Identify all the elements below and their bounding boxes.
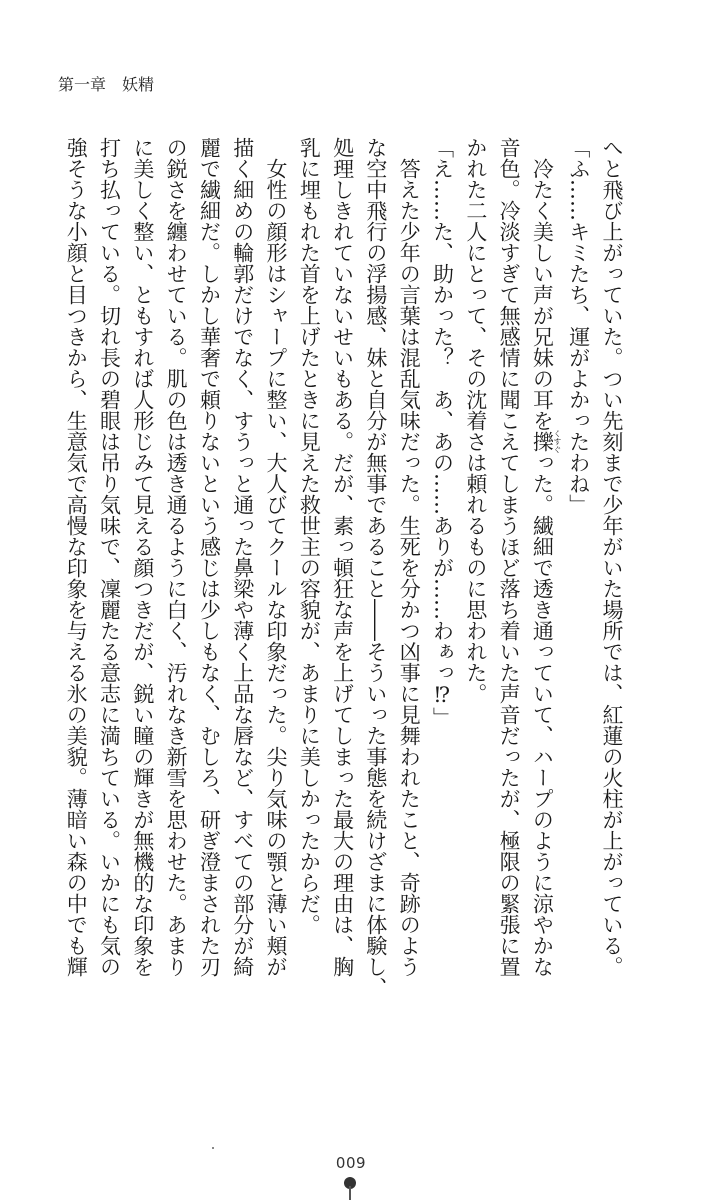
text-line-16: 打ち払っている。切れ長の碧眼は吊り気味で、凜麗たる意志に満ちている。いかにも気の bbox=[97, 137, 122, 977]
ruby-annotation bbox=[530, 429, 562, 454]
body-text bbox=[58, 137, 628, 998]
text-line-3 bbox=[525, 137, 561, 983]
text-line-15: に美しく整い、ともすれば人形じみて見える顔つきだが、鋭い瞳の輝きが無機的な印象を bbox=[130, 137, 155, 977]
scan-speck bbox=[212, 1147, 214, 1149]
chapter-header: 第一章 妖精 bbox=[58, 75, 155, 94]
text-line-3-pre: 冷たく美しい声が兄妹の耳を bbox=[530, 158, 555, 431]
text-line-1: へと飛び上がっていた。つい先刻まで少年がいた場所では、紅蓮の火柱が上がっている。 bbox=[600, 137, 624, 977]
text-line-5: かれた二人にとって、その沈着さは頼れるものに思われた。 bbox=[463, 137, 488, 704]
text-line-13: 麗で繊細だ。しかし華奢で頼りないという感じは少しもなく、むしろ、研ぎ澄まされた刃 bbox=[197, 137, 222, 977]
text-line-8: な空中飛行の浮揚感、妹と自分が無事であること――そういった事態を続けざまに体験し、 bbox=[363, 137, 388, 998]
text-line-10: 乳に埋もれた首を上げたときに見えた救世主の容貌が、あまりに美しかったからだ。 bbox=[297, 137, 322, 935]
text-line-3-post: った。繊細で透き通っていて、ハープのように涼やかな bbox=[530, 452, 555, 977]
text-line-9: 処理しきれていないせいもある。だが、素っ頓狂な声を上げてしまった最大の理由は、胸 bbox=[330, 137, 355, 977]
ruby-reading: くすぐ bbox=[552, 429, 562, 454]
text-line-4: 音色。冷淡すぎて無感情に聞こえてしまうほど落ち着いた声音だったが、極限の緊張に置 bbox=[497, 137, 522, 977]
text-line-17: 強そうな小顔と目つきから、生意気で高慢な印象を与える氷の美貌。薄暗い森の中でも輝 bbox=[64, 137, 89, 977]
text-line-14: の鋭さを纏わせている。肌の色は透き通るように白く、汚れなき新雪を思わせた。あまり bbox=[164, 137, 189, 977]
text-line-11: 女性の顔形はシャープに整い、大人びてクールな印象だった。尖り気味の顎と薄い頬が bbox=[264, 158, 289, 977]
page-marker-stem bbox=[349, 1186, 351, 1200]
ruby-base: 擽 bbox=[530, 429, 555, 454]
text-line-7: 答えた少年の言葉は混乱気味だった。生死を分かつ凶事に見舞われたこと、奇跡のよう bbox=[397, 158, 422, 977]
text-line-6: 「え……た、助かった？ あ、あの……ありが……わぁっ⁉」 bbox=[430, 137, 455, 728]
text-line-12: 描く細めの輪郭だけでなく、すうっと通った鼻梁や薄く上品な唇など、すべての部分が綺 bbox=[230, 137, 255, 977]
page-number: 009 bbox=[335, 1154, 367, 1172]
text-line-2: 「ふ……キミたち、運がよかったわね」 bbox=[566, 137, 591, 515]
